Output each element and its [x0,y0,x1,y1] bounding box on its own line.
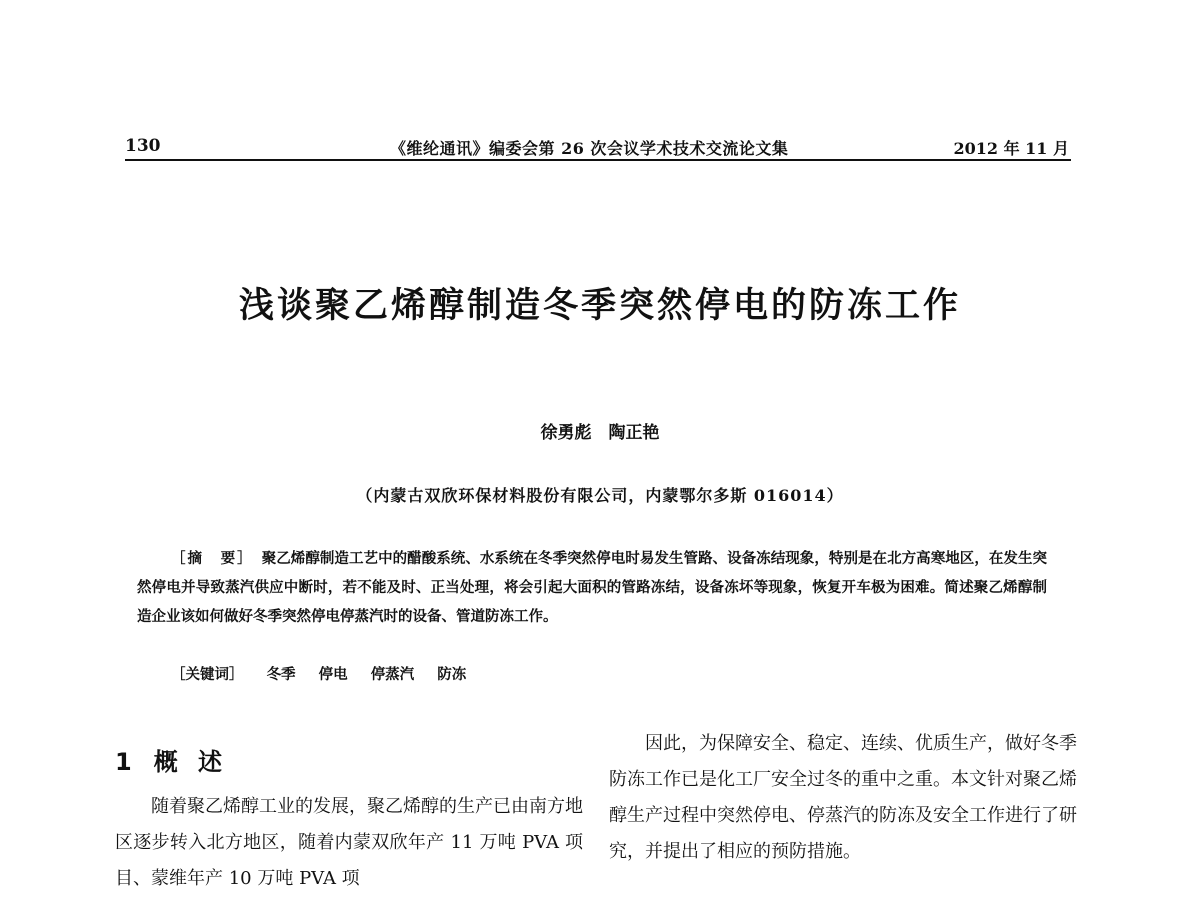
section-number: 1 [115,748,132,776]
keywords [171,663,484,684]
paper-title: 浅谈聚乙烯醇制造冬季突然停电的防冻工作 [238,286,961,326]
paper-authors: 徐勇彪 陶正艳 [540,423,660,443]
keyword-item: 防冻 [437,666,467,683]
body-paragraph: 因此，为保障安全、稳定、连续、优质生产，做好冬季防冻工作已是化工厂安全过冬的重中之重。本文针对聚乙烯醇生产过程中突然停电、停蒸汽的防冻及安全工作进行了研究，并提出了相应的预防措施。 [609,733,1077,862]
page-number: 130 [125,136,161,156]
abstract [137,544,1047,631]
abstract-text: 聚乙烯醇制造工艺中的醋酸系统、水系统在冬季突然停电时易发生管路、设备冻结现象，特别是在北方高寒地区，在发生突然停电并导致蒸汽供应中断时，若不能及时、正当处理，将会引起大面积的管路冻结，设备冻坏等现象，恢复开车极为困难。简述聚乙烯醇制造企业该如何做好冬季突然停电停蒸汽时的设备、管道防冻工作。 [137,550,1047,625]
running-header [125,128,1071,160]
keyword-item: 停蒸汽 [370,666,415,683]
header-rule [125,159,1071,161]
keywords-label: ［关键词］ [171,666,244,683]
author-affiliation: （内蒙古双欣环保材料股份有限公司，内蒙鄂尔多斯 016014） [356,486,844,505]
body-column-left [115,789,583,897]
abstract-label: ［摘 要］ [171,550,254,567]
journal-title: 《维纶通讯》编委会第 26 次会议学术技术交流论文集 [390,139,789,158]
publication-date: 2012 年 11 月 [953,139,1069,158]
body-column-right [609,726,1077,870]
keyword-item: 停电 [318,666,348,683]
section-title: 概 述 [153,748,229,776]
section-heading [115,742,228,777]
body-paragraph: 随着聚乙烯醇工业的发展，聚乙烯醇的生产已由南方地区逐步转入北方地区，随着内蒙双欣年产 11 万吨 PVA 项目、蒙维年产 10 万吨 PVA 项 [115,796,583,889]
keyword-item: 冬季 [266,666,296,683]
